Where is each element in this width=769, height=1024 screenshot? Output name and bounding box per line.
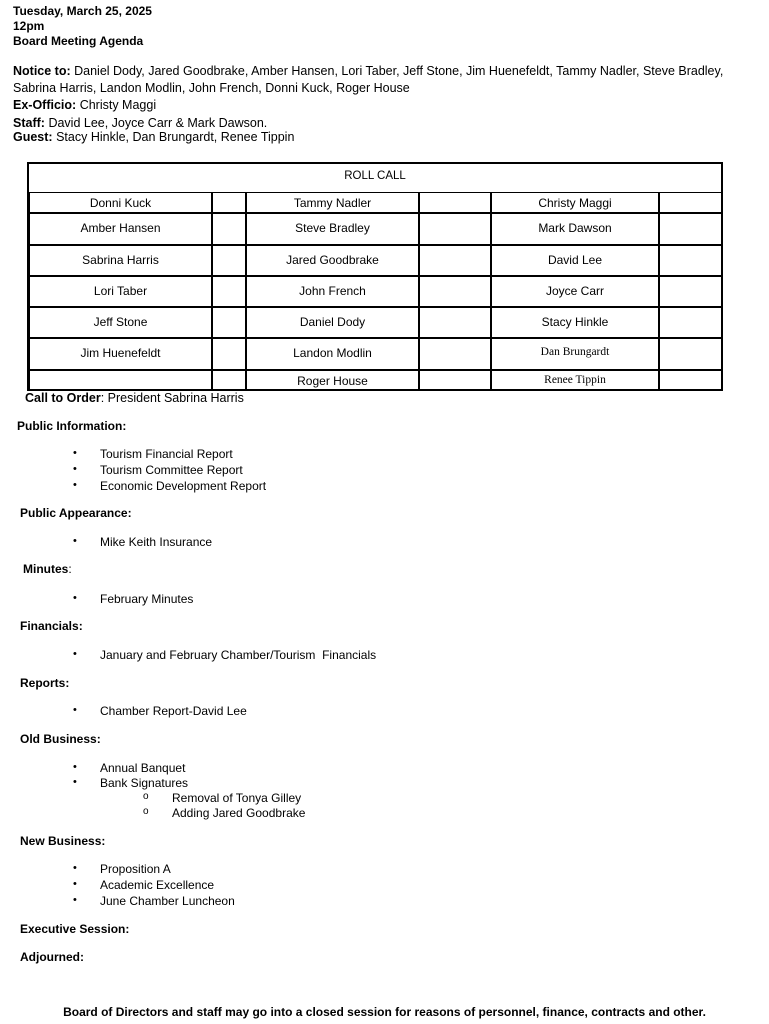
bullet: •	[73, 447, 77, 459]
staff-value: David Lee, Joyce Carr & Mark Dawson.	[48, 116, 268, 130]
roll-call-member: Dan Brungardt	[540, 346, 610, 358]
roll-call-name-cell	[246, 245, 419, 276]
bullet: •	[73, 776, 77, 788]
roll-call-member: Tammy Nadler	[293, 196, 372, 210]
section-new-business: New Business:	[20, 834, 106, 848]
roll-call-member: Amber Hansen	[80, 221, 161, 235]
call-to-order	[25, 390, 244, 407]
list-item: Tourism Financial Report	[100, 447, 233, 461]
roll-call-member: Renee Tippin	[544, 374, 606, 386]
sub-bullet: o	[143, 806, 149, 817]
list-item: Academic Excellence	[100, 878, 215, 892]
roll-call-attendance-box	[659, 245, 723, 276]
roll-call-attendance-box	[659, 307, 723, 338]
roll-call-name-cell	[29, 276, 212, 307]
roll-call-member: Daniel Dody	[299, 315, 366, 329]
sub-list-item: Adding Jared Goodbrake	[172, 806, 306, 820]
roll-call-member: Jim Huenefeldt	[80, 346, 161, 360]
roll-call-attendance-box	[419, 276, 491, 307]
roll-call-attendance-box	[212, 307, 246, 338]
sub-list-item: Removal of Tonya Gilley	[172, 791, 302, 805]
roll-call-member: Sabrina Harris	[82, 253, 159, 267]
section-reports: Reports:	[20, 676, 70, 690]
call-to-order-value: : President Sabrina Harris	[100, 391, 244, 405]
roll-call-name-cell	[491, 213, 659, 245]
roll-call-name-cell	[246, 192, 419, 213]
roll-call-member: Steve Bradley	[295, 221, 370, 235]
roll-call-member: Jeff Stone	[93, 315, 148, 329]
bullet: •	[73, 761, 77, 773]
footer-note: Board of Directors and staff may go into a closed session for reasons of personnel, finance, contracts and other.	[63, 1005, 706, 1019]
bullet: •	[73, 878, 77, 890]
roll-call-attendance-box	[212, 213, 246, 245]
notice-label: Notice to:	[13, 64, 71, 78]
staff-label: Staff:	[13, 116, 45, 130]
section-minutes	[23, 562, 72, 576]
roll-call-name-cell	[491, 192, 659, 213]
roll-call-name-cell	[491, 338, 659, 370]
section-public-information: Public Information:	[17, 419, 127, 433]
minutes-colon: :	[68, 562, 72, 576]
section-executive-session: Executive Session:	[20, 922, 130, 936]
roll-call-name-cell	[246, 276, 419, 307]
page-title: Board Meeting Agenda	[13, 34, 144, 48]
bullet: •	[73, 535, 77, 547]
section-old-business: Old Business:	[20, 732, 101, 746]
roll-call-name-cell	[246, 213, 419, 245]
notice-names-1: Daniel Dody, Jared Goodbrake, Amber Hansen, Lori Taber, Jeff Stone, Jim Huenefeldt, Tammy Nadler, Steve Bradley,	[74, 64, 724, 78]
roll-call-name-cell	[491, 370, 659, 391]
roll-call-name-cell	[29, 192, 212, 213]
roll-call-attendance-box	[212, 245, 246, 276]
roll-call-member: Jared Goodbrake	[286, 253, 379, 267]
meeting-date: Tuesday, March 25, 2025	[13, 4, 152, 18]
roll-call-member: John French	[299, 284, 366, 298]
list-item: June Chamber Luncheon	[100, 894, 235, 908]
list-item: Bank Signatures	[100, 776, 189, 790]
bullet: •	[73, 592, 77, 604]
roll-call-name-cell	[246, 307, 419, 338]
notice-names-2: Sabrina Harris, Landon Modlin, John French, Donni Kuck, Roger House	[13, 81, 410, 95]
section-public-appearance: Public Appearance:	[20, 506, 132, 520]
roll-call-name-cell	[29, 245, 212, 276]
bullet: •	[73, 704, 77, 716]
roll-call-attendance-box	[212, 370, 246, 391]
roll-call-attendance-box	[419, 338, 491, 370]
roll-call-table	[27, 162, 723, 391]
roll-call-attendance-box	[419, 370, 491, 391]
roll-call-member: Joyce Carr	[545, 284, 604, 298]
call-to-order-label: Call to Order	[25, 391, 101, 405]
roll-call-member: David Lee	[547, 253, 603, 267]
roll-call-attendance-box	[212, 192, 246, 213]
roll-call-name-cell	[29, 338, 212, 370]
bullet: •	[73, 648, 77, 660]
notice-line-1	[13, 63, 723, 80]
bullet: •	[73, 894, 77, 906]
list-item: Mike Keith Insurance	[100, 535, 213, 549]
section-financials: Financials:	[20, 619, 83, 633]
roll-call-attendance-box	[659, 276, 723, 307]
roll-call-attendance-box	[419, 192, 491, 213]
roll-call-member: Lori Taber	[93, 284, 148, 298]
section-adjourned: Adjourned:	[20, 950, 84, 964]
roll-call-attendance-box	[659, 338, 723, 370]
roll-call-name-cell	[29, 213, 212, 245]
list-item: Economic Development Report	[100, 479, 267, 493]
roll-call-member: Stacy Hinkle	[541, 315, 609, 329]
minutes-label: Minutes	[23, 562, 69, 576]
roll-call-attendance-box	[659, 213, 723, 245]
roll-call-member: Donni Kuck	[89, 196, 152, 210]
roll-call-attendance-box	[419, 213, 491, 245]
roll-call-name-cell	[491, 307, 659, 338]
roll-call-name-cell	[491, 245, 659, 276]
roll-call-attendance-box	[659, 192, 723, 213]
list-item: Chamber Report-David Lee	[100, 704, 247, 718]
guest-label: Guest:	[13, 130, 53, 144]
guest-line	[13, 129, 294, 146]
roll-call-title: ROLL CALL	[344, 170, 406, 182]
ex-officio-value: Christy Maggi	[79, 98, 157, 112]
list-item: January and February Chamber/Tourism Financials	[100, 648, 377, 662]
roll-call-name-cell	[491, 276, 659, 307]
roll-call-attendance-box	[212, 338, 246, 370]
roll-call-member: Mark Dawson	[538, 221, 612, 235]
ex-officio-line	[13, 97, 156, 114]
roll-call-name-cell	[29, 370, 212, 391]
roll-call-name-cell	[246, 338, 419, 370]
list-item: February Minutes	[100, 592, 194, 606]
list-item: Proposition A	[100, 862, 171, 876]
bullet: •	[73, 463, 77, 475]
roll-call-name-cell	[29, 307, 212, 338]
ex-officio-label: Ex-Officio:	[13, 98, 77, 112]
roll-call-attendance-box	[659, 370, 723, 391]
roll-call-attendance-box	[419, 245, 491, 276]
roll-call-member: Landon Modlin	[293, 346, 372, 360]
bullet: •	[73, 479, 77, 491]
roll-call-attendance-box	[212, 276, 246, 307]
guest-value: Stacy Hinkle, Dan Brungardt, Renee Tippin	[56, 130, 295, 144]
list-item: Tourism Committee Report	[100, 463, 243, 477]
bullet: •	[73, 862, 77, 874]
meeting-time: 12pm	[13, 19, 45, 33]
roll-call-attendance-box	[419, 307, 491, 338]
roll-call-member: Roger House	[297, 374, 368, 388]
roll-call-name-cell	[246, 370, 419, 391]
sub-bullet: o	[143, 791, 149, 802]
roll-call-member: Christy Maggi	[538, 196, 612, 210]
list-item: Annual Banquet	[100, 761, 186, 775]
